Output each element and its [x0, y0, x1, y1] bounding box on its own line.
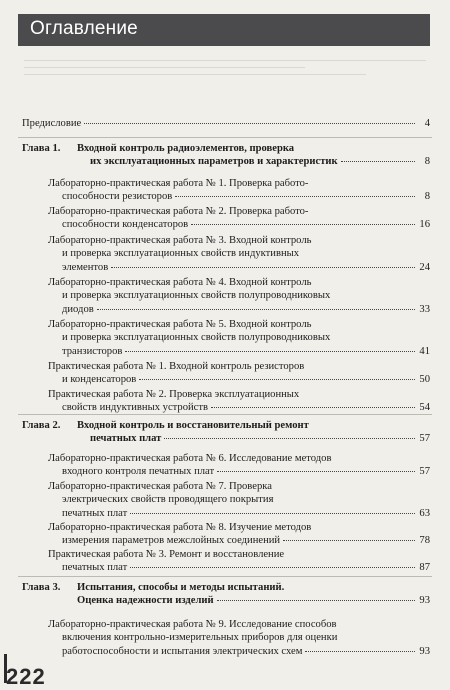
- entry-page: 24: [419, 261, 430, 273]
- leader-dots: [283, 540, 415, 541]
- leader-dots: [111, 267, 415, 268]
- entry-line: Лабораторно-практическая работа № 4. Входной контроль: [48, 277, 312, 288]
- leader-dots: [341, 161, 415, 162]
- toc-chapter-3: [22, 581, 430, 608]
- entry-line: диодов: [62, 303, 94, 315]
- entry-line: Практическая работа № 2. Проверка эксплуатационных: [48, 389, 300, 400]
- entry-page: 16: [419, 219, 430, 231]
- leader-dots: [125, 351, 415, 352]
- entry-text: Предисловие: [22, 118, 82, 129]
- entry-line: транзисторов: [62, 345, 123, 357]
- leader-dots: [130, 513, 415, 514]
- entry-page: 78: [419, 535, 430, 547]
- entry-line: печатных плат: [62, 562, 128, 574]
- chapter-label: Глава 2.: [22, 420, 61, 431]
- entry-line: способности конденсаторов: [62, 219, 189, 231]
- entry-line: и проверка эксплуатационных свойств индуктивных: [62, 248, 300, 260]
- chapter-title-line: их эксплуатационных параметров и характеристик: [90, 156, 338, 168]
- entry-line: и проверка эксплуатационных свойств полупроводниковых: [62, 332, 331, 344]
- entry-line: Лабораторно-практическая работа № 9. Исследование способов: [48, 619, 337, 630]
- entry-line: Практическая работа № 3. Ремонт и восстановление: [48, 549, 285, 560]
- toc-entry-lab-3: [48, 234, 430, 274]
- toc-entry-preface: [22, 117, 430, 130]
- entry-page: 57: [419, 433, 430, 445]
- entry-line: свойств индуктивных устройств: [62, 402, 209, 414]
- entry-line: Лабораторно-практическая работа № 8. Изучение методов: [48, 522, 312, 533]
- leader-dots: [217, 471, 415, 472]
- entry-page: 93: [419, 595, 430, 607]
- entry-page: 41: [419, 345, 430, 357]
- toc-entry-lab-1: [48, 177, 430, 204]
- entry-line: входного контроля печатных плат: [62, 466, 215, 478]
- entry-line: работоспособности и испытания электрических схем: [62, 645, 303, 657]
- chapter-title-line: Оценка надежности изделий: [77, 595, 214, 607]
- leader-dots: [84, 123, 415, 124]
- entry-page: 33: [419, 303, 430, 315]
- entry-line: Лабораторно-практическая работа № 6. Исследование методов: [48, 453, 332, 464]
- entry-line: способности резисторов: [62, 191, 173, 203]
- toc-entry-practical-2: [48, 388, 430, 415]
- entry-page: 54: [419, 402, 430, 414]
- entry-page: 8: [424, 191, 430, 203]
- toc-title: Оглавление: [30, 18, 138, 39]
- entry-line: Лабораторно-практическая работа № 7. Проверка: [48, 481, 272, 492]
- chapter-title-line: печатных плат: [90, 433, 162, 445]
- toc-entry-lab-2: [48, 205, 430, 232]
- leader-dots: [191, 224, 415, 225]
- chapter-title-line: Испытания, способы и методы испытаний.: [77, 582, 285, 593]
- entry-line: Лабораторно-практическая работа № 1. Проверка работо-: [48, 178, 309, 189]
- entry-page: 63: [419, 507, 430, 519]
- toc-entry-lab-8: [48, 521, 430, 548]
- divider: [18, 137, 432, 138]
- toc-entry-lab-9: [48, 618, 430, 658]
- leader-dots: [130, 567, 415, 568]
- chapter-label: Глава 3.: [22, 582, 61, 593]
- entry-line: измерения параметров межслойных соединений: [62, 535, 281, 547]
- toc-entry-lab-5: [48, 318, 430, 358]
- entry-line: элементов: [62, 261, 109, 273]
- leader-dots: [175, 196, 415, 197]
- leader-dots: [97, 309, 415, 310]
- entry-page: 87: [419, 562, 430, 574]
- toc-entry-lab-6: [48, 452, 430, 479]
- leader-dots: [211, 407, 415, 408]
- entry-line: Лабораторно-практическая работа № 5. Входной контроль: [48, 319, 312, 330]
- entry-line: Лабораторно-практическая работа № 2. Проверка работо-: [48, 206, 309, 217]
- entry-line: печатных плат: [62, 507, 128, 519]
- entry-line: включения контрольно-измерительных приборов для оценки: [62, 632, 338, 644]
- leader-dots: [305, 651, 415, 652]
- divider: [18, 576, 432, 577]
- page-number: 222: [6, 664, 46, 689]
- entry-page: 4: [424, 118, 430, 129]
- entry-page: 57: [419, 466, 430, 478]
- entry-page: 93: [419, 645, 430, 657]
- toc-chapter-2: [22, 419, 430, 446]
- entry-page: 8: [424, 156, 430, 168]
- entry-line: и конденсаторов: [62, 374, 137, 386]
- divider: [18, 414, 432, 415]
- leader-dots: [139, 379, 415, 380]
- chapter-title-line: Входной контроль и восстановительный ремонт: [77, 420, 309, 431]
- toc-entry-practical-1: [48, 360, 430, 387]
- toc-entry-lab-7: [48, 480, 430, 520]
- toc-chapter-1: [22, 142, 430, 169]
- entry-line: электрических свойств проводящего покрытия: [62, 494, 274, 506]
- toc-entry-practical-3: [48, 548, 430, 575]
- leader-dots: [217, 600, 415, 601]
- chapter-label: Глава 1.: [22, 143, 61, 154]
- entry-line: и проверка эксплуатационных свойств полупроводниковых: [62, 290, 331, 302]
- entry-line: Практическая работа № 1. Входной контроль резисторов: [48, 361, 305, 372]
- leader-dots: [164, 438, 415, 439]
- entry-page: 50: [419, 374, 430, 386]
- entry-line: Лабораторно-практическая работа № 3. Входной контроль: [48, 235, 312, 246]
- toc-entry-lab-4: [48, 276, 430, 316]
- chapter-title-line: Входной контроль радиоэлементов, проверка: [77, 143, 295, 154]
